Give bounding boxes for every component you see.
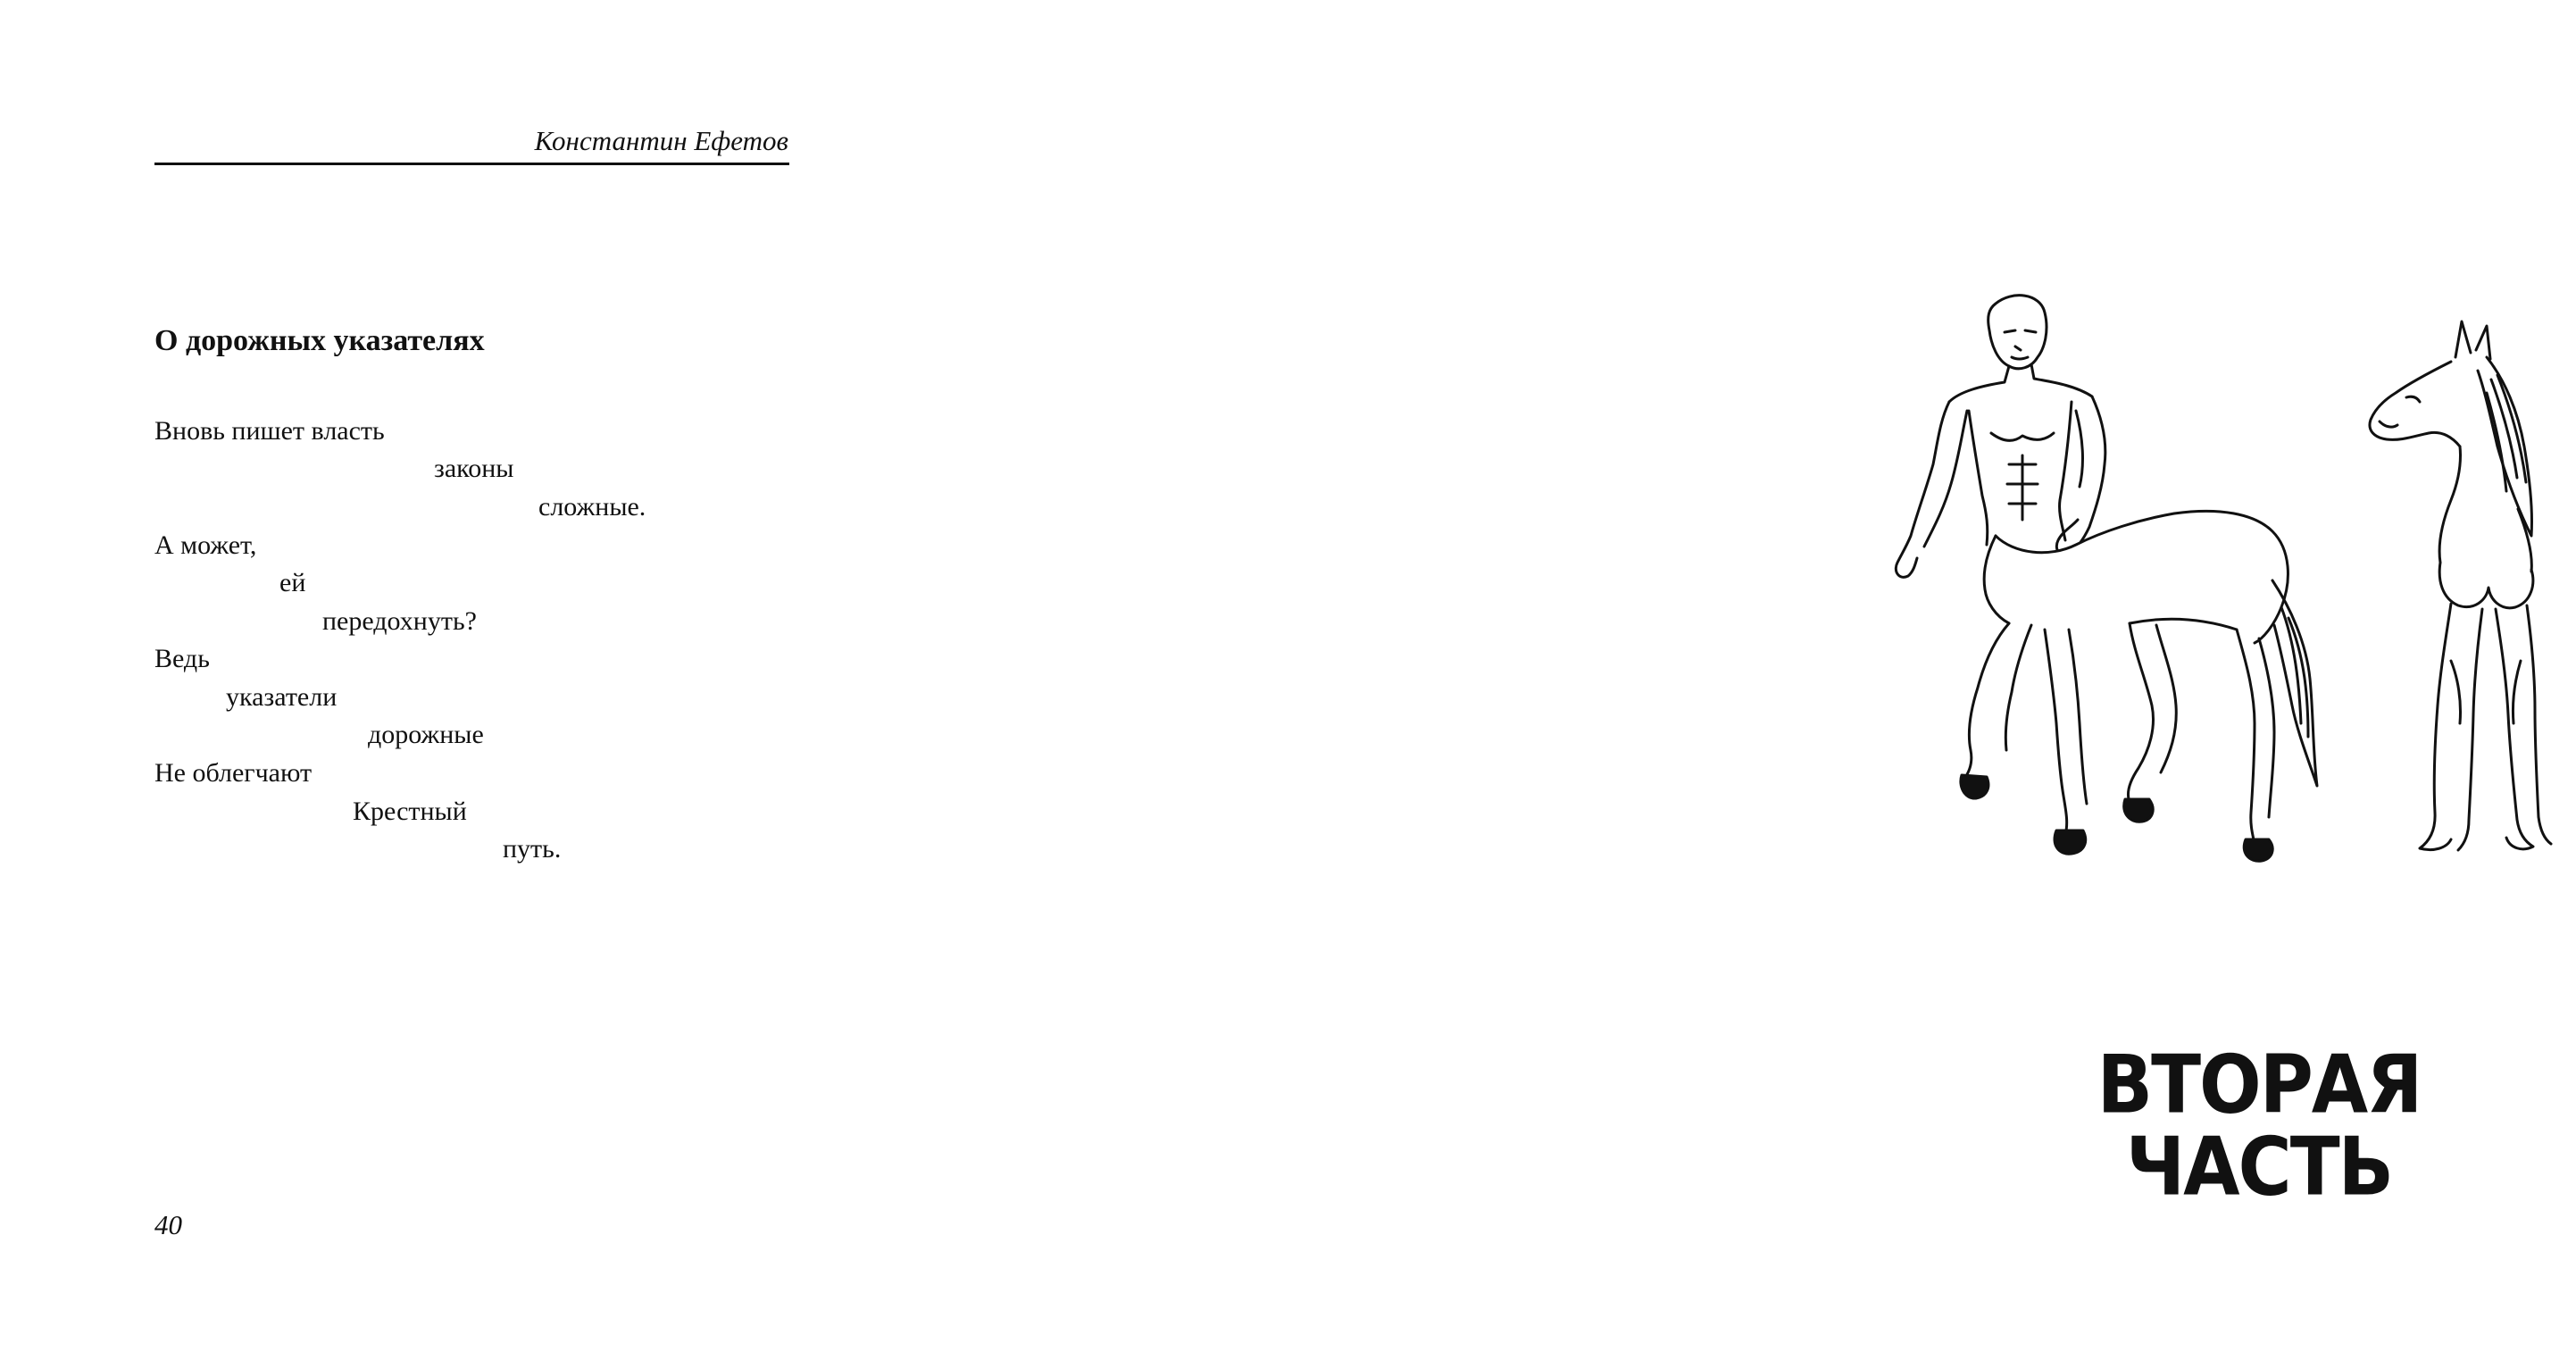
poem-line: законы <box>434 454 514 483</box>
poem-body <box>0 0 893 1352</box>
inverted-centaur-figure <box>2370 321 2551 850</box>
part-title <box>2054 1039 2464 1214</box>
poem-line: указатели <box>226 682 338 712</box>
poem-line: А может, <box>154 530 257 560</box>
centaur-illustration <box>1862 286 2576 902</box>
poem-line: дорожные <box>368 720 484 749</box>
poem-line: Не облегчают <box>154 758 313 788</box>
running-header-author: Константин Ефетов <box>534 125 788 156</box>
left-page <box>0 0 893 1352</box>
right-page <box>893 0 2422 1352</box>
poem-line: передохнуть? <box>322 606 477 636</box>
poem-line: Крестный <box>353 797 467 826</box>
page-number: 40 <box>154 1209 182 1240</box>
part-title-line: ВТОРАЯ <box>2097 1039 2422 1132</box>
poem-line: Вновь пишет власть <box>154 416 385 446</box>
poem-line: ей <box>279 568 306 597</box>
part-title-line: ЧАСТЬ <box>2125 1121 2393 1214</box>
poem-line: путь. <box>503 834 562 864</box>
poem-line: Ведь <box>154 644 210 673</box>
centaur-figure <box>1896 296 2317 862</box>
poem-title: О дорожных указателях <box>154 324 485 357</box>
poem-line: сложные. <box>538 492 646 522</box>
